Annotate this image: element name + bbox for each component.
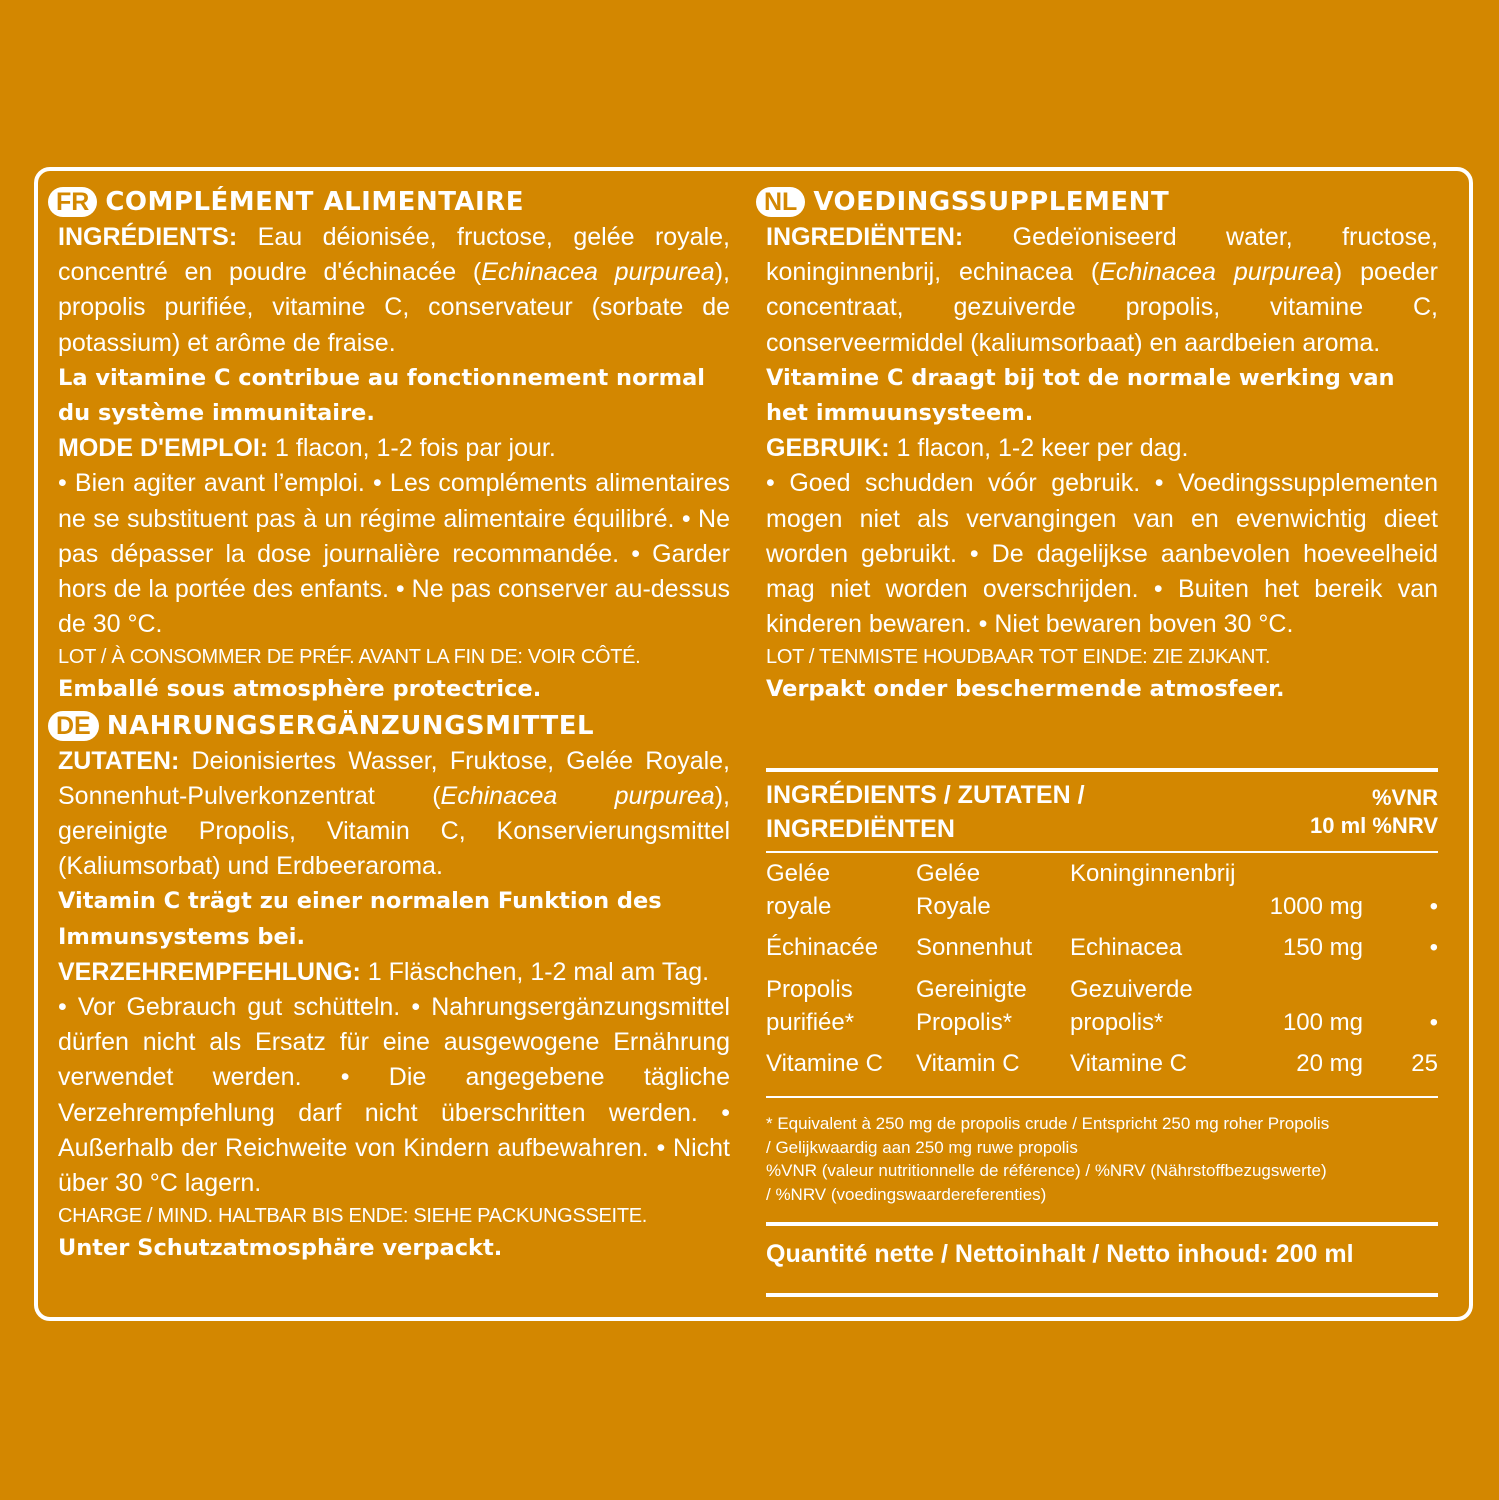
net-bottom-rule [766,1293,1438,1297]
amount-column-header: 10 ml [1309,813,1367,838]
nl-heading [766,184,1438,220]
nl-usage: GEBRUIK: 1 flacon, 1-2 keer per dag. [766,434,1189,463]
table-top-rule [766,768,1438,772]
de-claim: Vitamin C trägt zu einer normalen Funktion des Immunsystems bei. [58,888,662,950]
cell-amount: 100 mg [1282,1009,1363,1036]
de-ingredients: ZUTATEN: Deionisiertes Wasser, Fruktose, Gelée Royale, Sonnenhut-Pulverkonzentrat (Echinacea purpurea), gereinigte Propolis, Vitamin C, Konservierungsmittel (Kaliumsorbat) und Erdbeeraroma. [58,746,730,881]
table-header-columns: %VNR 10 ml %NRV [1309,785,1438,838]
nl-packed: Verpakt onder beschermende atmosfeer. [766,676,1285,703]
cell-de: Vitamin C [916,1050,1020,1077]
cell-nl: Gezuiverde propolis* [1070,976,1193,1036]
fr-warnings: • Bien agiter avant l’emploi. • Les compléments alimentaires ne se substituent pas à un régime alimentaire équilibré. • Ne pas dépasser la dose journalière recommandée. • Garder hors de la portée des enfants. • Ne pas conserver au-dessus de 30 °C. [58,469,730,639]
cell-de: Gelée Royale [916,860,991,920]
fr-packed: Emballé sous atmosphère protectrice. [58,676,542,703]
table-footnotes: * Equivalent à 250 mg de propolis crude / Entspricht 250 mg roher Propolis / Gelijkwaardig aan 250 mg ruwe propolis %VNR (valeur nutritionnelle de référence) / %NRV (Nährstoffbezugswerte) / %NRV (voedingswaardereferenties) [766,1114,1330,1204]
cell-nl: Echinacea [1070,934,1183,961]
de-heading [58,708,730,744]
cell-fr: Propolis purifiée* [766,976,855,1036]
nl-warnings: • Goed schudden vóór gebruik. • Voedingssupplementen mogen niet als vervangingen van en evenwichtig dieet worden gebruikt. • De dagelijkse aanbevolen hoeveelheid mag niet worden overschrijden. • Buiten het bereik van kinderen bewaren. • Niet bewaren boven 30 °C. [766,469,1438,639]
de-lot: CHARGE / MIND. HALTBAR BIS ENDE: SIEHE PACKUNGSSEITE. [58,1205,648,1228]
nl-claim: Vitamine C draagt bij tot de normale werking van het immuunsysteem. [766,364,1395,427]
de-packed: Unter Schutzatmosphäre verpackt. [58,1235,503,1262]
cell-fr: Échinacée [766,934,879,961]
table-header-rule [766,851,1438,853]
fr-title: COMPLÉMENT ALIMENTAIRE [105,187,524,217]
net-quantity: Quantité nette / Nettoinhalt / Netto inhoud: 200 ml [766,1240,1354,1268]
fr-lot: LOT / À CONSOMMER DE PRÉF. AVANT LA FIN DE: VOIR CÔTÉ. [58,646,641,669]
cell-percent: 25 [1411,1050,1438,1077]
cell-percent: • [1429,893,1438,920]
nrv-column-header: %NRV [1372,813,1438,838]
cell-fr: Vitamine C [766,1050,883,1077]
fr-language-badge: FR [48,187,97,217]
cell-nl: Koninginnenbrij [1070,860,1236,887]
fr-ingredients: INGRÉDIENTS: Eau déionisée, fructose, gelée royale, concentré en poudre d'échinacée (Echinacea purpurea), propolis purifiée, vitamine C, conservateur (sorbate de potassium) et arôme de fraise. [58,223,730,357]
fr-usage: MODE D'EMPLOI: 1 flacon, 1-2 fois par jour. [58,434,556,463]
cell-de: Sonnenhut [916,934,1033,961]
cell-nl: Vitamine C [1070,1050,1187,1077]
left-column [58,184,730,1266]
right-column [766,184,1438,708]
cell-amount: 1000 mg [1269,893,1363,920]
cell-amount: 150 mg [1282,934,1363,961]
de-language-badge: DE [48,711,99,741]
fr-claim: La vitamine C contribue au fonctionnement normal du système immunitaire. [58,364,705,427]
de-title: NAHRUNGSERGÄNZUNGSMITTEL [106,710,595,741]
cell-percent: • [1429,1009,1438,1036]
nl-lot: LOT / TENMISTE HOUDBAAR TOT EINDE: ZIE ZIJKANT. [766,646,1271,669]
nl-ingredients: INGREDIËNTEN: Gedeïoniseerd water, fructose, koninginnenbrij, echinacea (Echinacea purpurea) poeder concentraat, gezuiverde propolis, vitamine C, conserveermiddel (kaliumsorbaat) en aardbeien aroma. [766,223,1438,357]
net-top-rule [766,1222,1438,1226]
cell-percent: • [1429,934,1438,961]
de-usage: VERZEHREMPFEHLUNG: 1 Fläschchen, 1-2 mal am Tag. [58,957,710,986]
nl-title: VOEDINGSSUPPLEMENT [813,187,1170,217]
cell-fr: Gelée royale [766,860,832,920]
de-warnings: • Vor Gebrauch gut schütteln. • Nahrungsergänzungsmittel dürfen nicht als Ersatz für eine ausgewogene Ernährung verwendet werden. • Die angegebene tägliche Verzehrempfehlung darf nicht überschritten werden. • Außerhalb der Reichweite von Kindern aufbewahren. • Nicht über 30 °C lagern. [58,993,730,1198]
fr-heading [58,184,730,220]
table-header-title: INGRÉDIENTS / ZUTATEN / INGREDIËNTEN [766,781,1085,843]
cell-de: Gereinigte Propolis* [916,976,1027,1036]
cell-amount: 20 mg [1296,1050,1363,1077]
table-bottom-rule [766,1096,1438,1098]
nl-language-badge: NL [756,187,805,217]
